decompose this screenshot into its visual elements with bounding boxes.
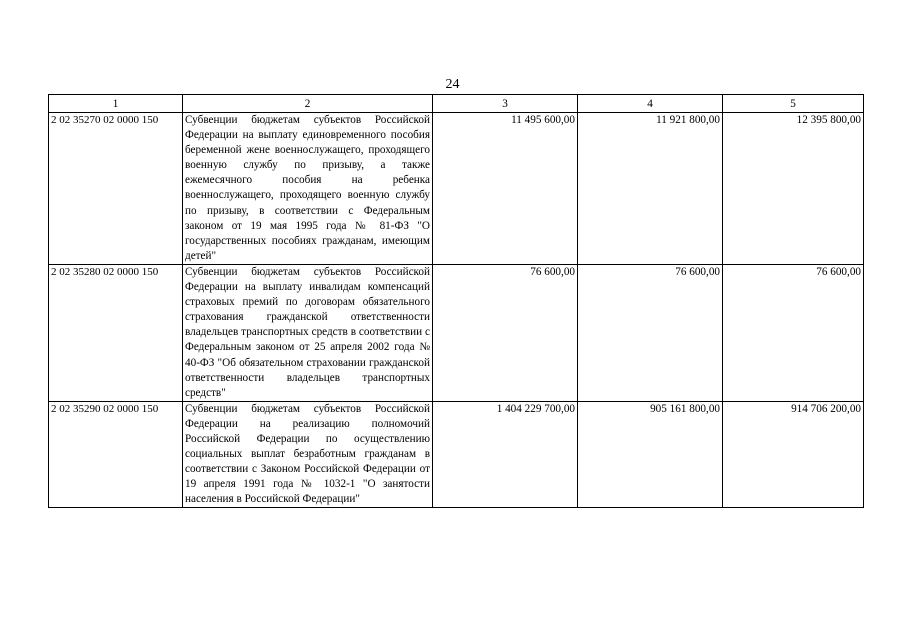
budget-code: 2 02 35280 02 0000 150 <box>49 264 183 401</box>
budget-code: 2 02 35290 02 0000 150 <box>49 401 183 508</box>
amount-col5: 914 706 200,00 <box>723 401 864 508</box>
row-description: Субвенции бюджетам субъектов Российской Федерации на выплату инвалидам компенсаций страховых премий по договорам обязательного страхования гражданской ответственности владельцев транспортных средств в соответствии с Федеральным законом от 25 апреля 2002 года № 40-ФЗ "Об обязательном страховании гражданской ответственности владельцев транспортных средств" <box>183 264 433 401</box>
row-description: Субвенции бюджетам субъектов Российской Федерации на реализацию полномочий Российской Федерации по осуществлению социальных выплат безработным гражданам в соответствии с Законом Российской Федерации от 19 апреля 1991 года № 1032-1 "О занятости населения в Российской Федерации" <box>183 401 433 508</box>
amount-col4: 11 921 800,00 <box>578 113 723 265</box>
amount-col5: 76 600,00 <box>723 264 864 401</box>
amount-col4: 76 600,00 <box>578 264 723 401</box>
column-header-4: 4 <box>578 95 723 113</box>
table-row <box>49 113 864 265</box>
row-description: Субвенции бюджетам субъектов Российской Федерации на выплату единовременного пособия беременной жене военнослужащего, проходящего военную службу по призыву, а также ежемесячного пособия на ребенка военнослужащего, проходящего военную службу по призыву, в соответствии с Федеральным законом от 19 мая 1995 года № 81-ФЗ "О государственных пособиях гражданам, имеющим детей" <box>183 113 433 265</box>
budget-revenue-table <box>48 94 864 508</box>
column-header-3: 3 <box>433 95 578 113</box>
page-number: 24 <box>445 77 460 92</box>
budget-code: 2 02 35270 02 0000 150 <box>49 113 183 265</box>
column-header-1: 1 <box>49 95 183 113</box>
table-row <box>49 401 864 508</box>
table-row <box>49 264 864 401</box>
amount-col3: 1 404 229 700,00 <box>433 401 578 508</box>
amount-col5: 12 395 800,00 <box>723 113 864 265</box>
table-header-row <box>49 95 864 113</box>
amount-col4: 905 161 800,00 <box>578 401 723 508</box>
column-header-5: 5 <box>723 95 864 113</box>
amount-col3: 11 495 600,00 <box>433 113 578 265</box>
column-header-2: 2 <box>183 95 433 113</box>
amount-col3: 76 600,00 <box>433 264 578 401</box>
